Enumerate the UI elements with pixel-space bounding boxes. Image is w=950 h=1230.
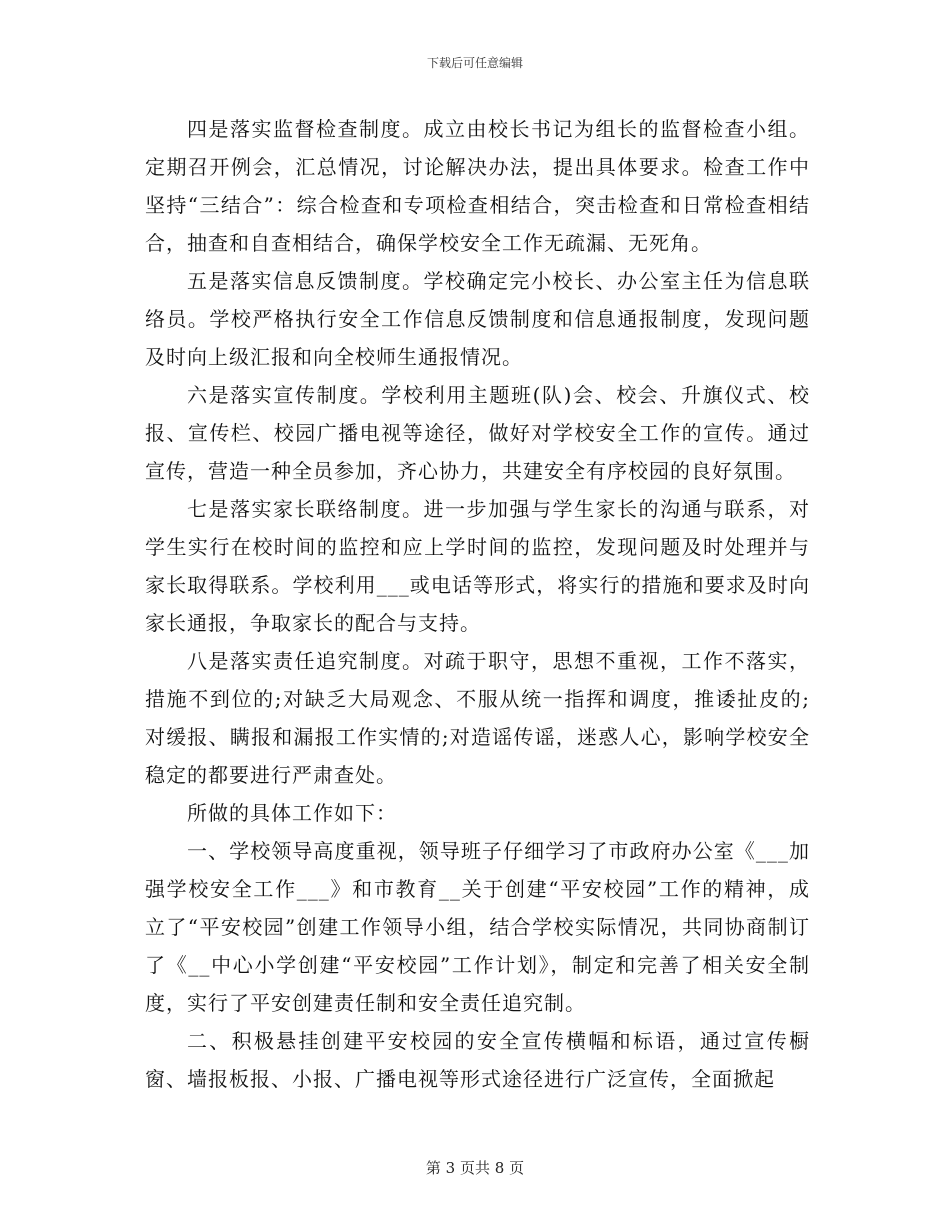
paragraph-publicity: 六是落实宣传制度。学校利用主题班(队)会、校会、升旗仪式、校报、宣传栏、校园广播电视等途径，做好对学校安全工作的宣传。通过宣传，营造一种全员参加，齐心协力，共建安全有序校园的良好氛围。 xyxy=(145,383,810,483)
paragraph-accountability: 八是落实责任追究制度。对疏于职守，思想不重视，工作不落实，措施不到位的;对缺乏大局观念、不服从统一指挥和调度，推诿扯皮的;对缓报、瞒报和漏报工作实情的;对造谣传谣，迷惑人心，影响学校安全稳定的都要进行严肃查处。 xyxy=(145,649,810,787)
paragraph-work-intro: 所做的具体工作如下： xyxy=(187,801,397,825)
page-header: 下载后可任意编辑 xyxy=(426,56,523,70)
paragraph-feedback: 五是落实信息反馈制度。学校确定完小校长、办公室主任为信息联络员。学校严格执行安全工作信息反馈制度和信息通报制度，发现问题及时向上级汇报和向全校师生通报情况。 xyxy=(145,269,810,369)
paragraph-leadership: 一、学校领导高度重视，领导班子仔细学习了市政府办公室《___加强学校安全工作___》和市教育__关于创建“平安校园”工作的精神，成立了“平安校园”创建工作领导小组，结合学校实际情况，共同协商制订了《__中心小学创建“平安校园”工作计划》，制定和完善了相关安全制度，实行了平安创建责任制和安全责任追究制。 xyxy=(145,839,810,1015)
document-body xyxy=(145,110,810,1098)
paragraph-supervision: 四是落实监督检查制度。成立由校长书记为组长的监督检查小组。定期召开例会，汇总情况，讨论解决办法，提出具体要求。检查工作中坚持“三结合”：综合检查和专项检查相结合，突击检查和日常检查相结合，抽查和自查相结合，确保学校安全工作无疏漏、无死角。 xyxy=(145,117,810,255)
paragraph-parent-contact: 七是落实家长联络制度。进一步加强与学生家长的沟通与联系，对学生实行在校时间的监控和应上学时间的监控，发现问题及时处理并与家长取得联系。学校利用___或电话等形式，将实行的措施和要求及时向家长通报，争取家长的配合与支持。 xyxy=(145,497,810,635)
page-footer: 第 3 页共 8 页 xyxy=(425,1159,525,1177)
paragraph-banners: 二、积极悬挂创建平安校园的安全宣传横幅和标语，通过宣传橱窗、墙报板报、小报、广播电视等形式途径进行广泛宣传，全面掀起 xyxy=(145,1029,810,1091)
